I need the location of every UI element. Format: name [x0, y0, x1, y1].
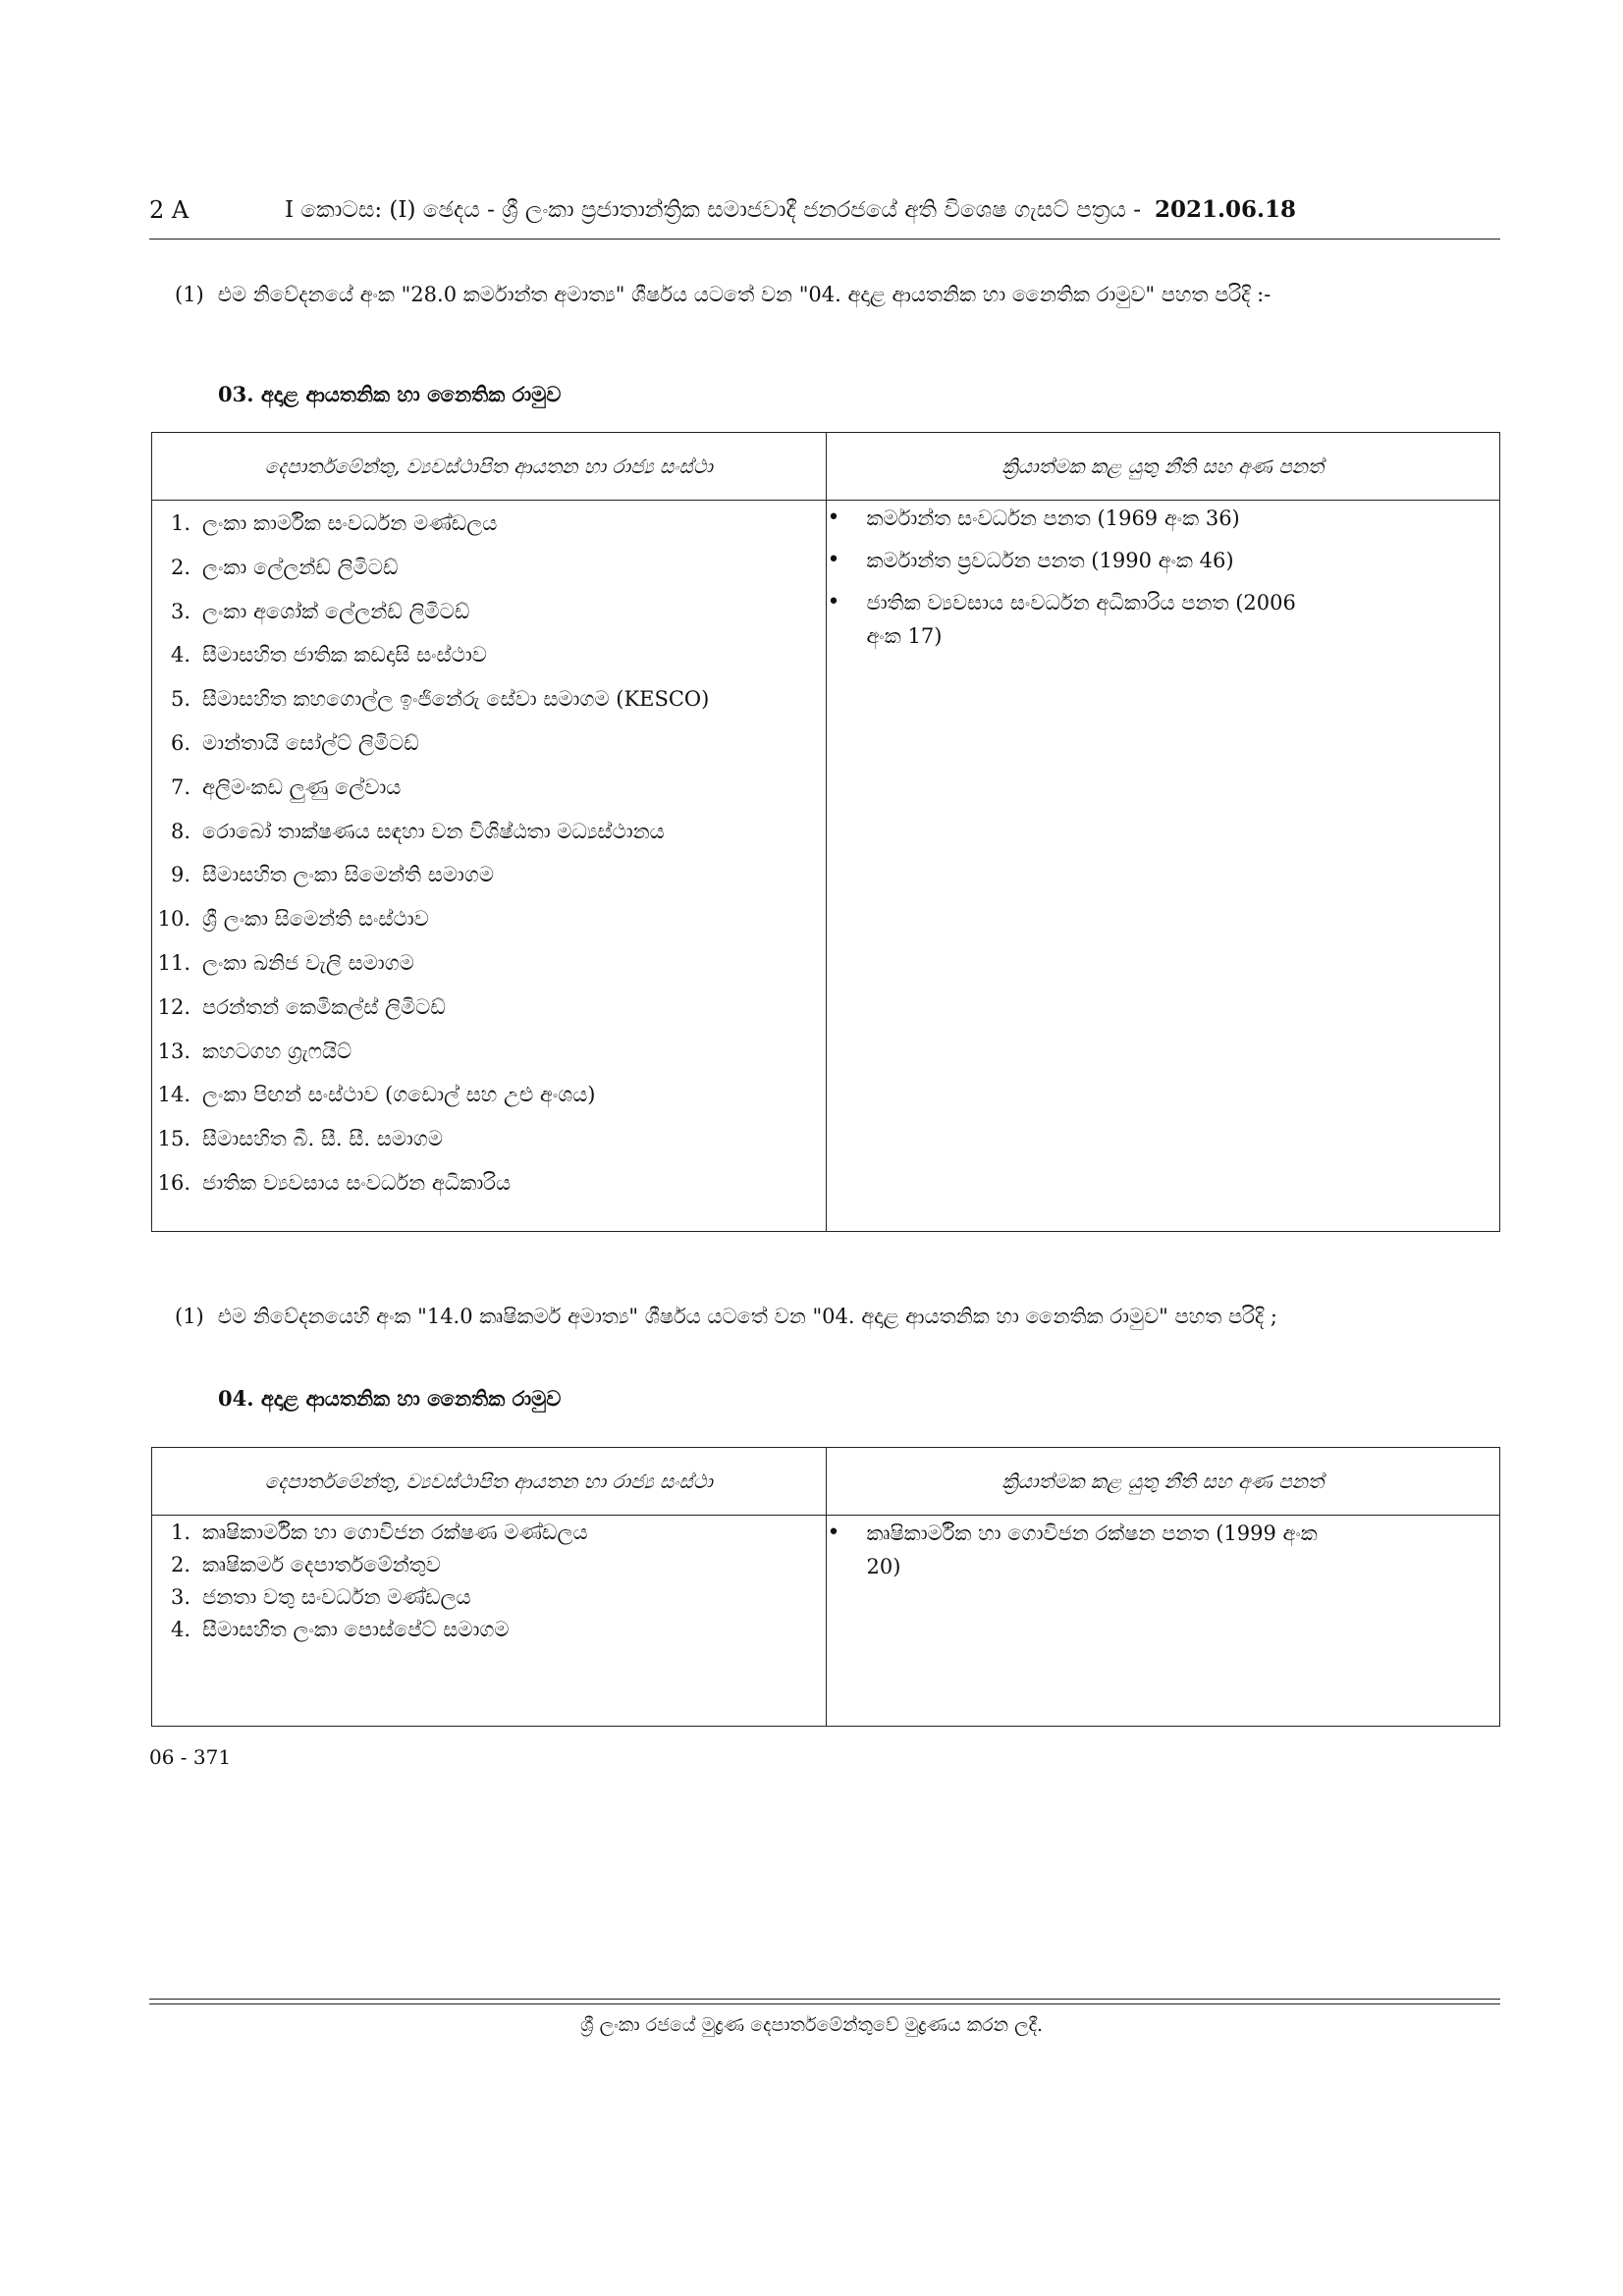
section2-institutions-cell: [152, 1516, 827, 1727]
act-text: ජාතික ව්‍යවසාය සංවර්ධන අධිකාරිය පනත (2006 අංක 17): [866, 591, 1296, 648]
list-item: [153, 766, 825, 810]
bullet-icon: •: [827, 1521, 840, 1545]
list-item: [153, 1581, 825, 1614]
list-item: [153, 853, 825, 897]
act-text: කෘෂිකාර්මික හා ගොවිජන රක්ෂන පනත (1999 අංක 20): [866, 1522, 1318, 1578]
list-item: [153, 1073, 825, 1117]
list-item-text: ලංකා කාර්මික සංවර්ධන මණ්ඩලය: [202, 511, 498, 535]
list-item: [153, 502, 825, 546]
act-text: කර්මාන්ත සංවර්ධන පනත (1969 අංක 36): [866, 507, 1240, 530]
list-item-number: 12.: [157, 994, 190, 1019]
list-item-number: 9.: [170, 863, 190, 887]
list-item-text: කහටගහ ග්‍රැෆයිට්: [202, 1039, 352, 1063]
list-item: [153, 1161, 825, 1205]
list-item: [153, 546, 825, 590]
page-number: 2 A: [149, 196, 189, 224]
section1-acts-cell: [826, 501, 1500, 1232]
list-item-number: 1.: [170, 511, 190, 535]
section2-col-institutions-header: දෙපාර්තමේන්තු, ව්‍යවස්ථාපිත ආයතන හා රාජ්‍ය සංස්ථා: [152, 1448, 827, 1516]
bullet-icon: •: [827, 590, 840, 614]
list-item-number: 10.: [157, 907, 190, 932]
section1-heading: 03. අදාළ ආයතනික හා නෛතික රාමුව: [218, 382, 562, 406]
footer-text: ශ්‍රී ලංකා රජයේ මුද්‍රණ දෙපාර්තමේන්තුවේ මුද්‍රණය කරන ලදී.: [579, 2014, 1044, 2036]
act-item: [828, 544, 1499, 577]
list-item: [153, 1517, 825, 1549]
section1-intro: [175, 280, 1271, 309]
list-item: [153, 1614, 825, 1646]
list-item-number: 4.: [170, 1618, 190, 1641]
section2-col-acts-header: ක්‍රියාත්මක කළ යුතු නීති සහ අණ පනත්: [826, 1448, 1500, 1516]
list-item-text: රොබෝ තාක්ෂණය සඳහා වන විශිෂ්ඨතා මධ්‍යස්ථානය: [202, 819, 665, 843]
list-item-number: 7.: [170, 774, 190, 799]
list-item: [153, 986, 825, 1030]
section2-table: [151, 1447, 1500, 1727]
list-item-text: පරන්තන් කෙමිකල්ස් ලිමිටඩ්: [202, 994, 446, 1019]
section2-intro-text: එම නිවේදනයෙහි අංක "14.0 කෘෂිකර්ම අමාත්‍ය" ශීර්ෂය යටතේ වන "04. අදාළ ආයතනික හා නෛතික රාමුව" පහත පරිදි ;: [217, 1305, 1277, 1328]
section1-intro-text: එම නිවේදනයේ අංක "28.0 කර්මාන්ත අමාත්‍ය" ශීර්ෂය යටතේ වන "04. අදාළ ආයතනික හා නෛතික රාමුව" පහත පරිදි :-: [217, 283, 1271, 306]
gazette-date: 2021.06.18: [1155, 196, 1297, 223]
section1-col-acts-header: ක්‍රියාත්මක කළ යුතු නීති සහ අණ පනත්: [826, 433, 1500, 501]
list-item: [153, 1030, 825, 1074]
list-item-number: 15.: [157, 1127, 190, 1151]
section2-heading: 04. අදාළ ආයතනික හා නෛතික රාමුව: [218, 1386, 562, 1411]
list-item-text: ශ්‍රී ලංකා සිමෙන්ති සංස්ථාව: [202, 907, 429, 932]
act-text: කර්මාන්ත ප්‍රවර්ධන පනත (1990 අංක 46): [866, 549, 1234, 572]
section1-institutions-cell: [152, 501, 827, 1232]
list-item: [153, 1549, 825, 1581]
section2-institution-list: [153, 1517, 825, 1646]
list-item-number: 8.: [170, 819, 190, 843]
list-item-number: 3.: [170, 1585, 190, 1609]
list-item-text: කෘෂිකාර්මික හා ගොවිජන රක්ෂණ මණ්ඩලය: [202, 1521, 588, 1544]
list-item: [153, 897, 825, 941]
list-item-text: කෘෂිකර්ම දෙපාර්තමේන්තුව: [202, 1553, 441, 1576]
section2-act-list: [828, 1517, 1499, 1583]
list-item: [153, 721, 825, 766]
list-item-text: ලංකා පිඟන් සංස්ථාව (ගඩොල් සහ උළු අංශය): [202, 1083, 596, 1107]
section1-intro-number: (1): [175, 283, 204, 306]
running-title-text: I කොටස: (I) ඡෙදය - ශ්‍රී ලංකා ප්‍රජාතාන්ත්‍රික සමාජවාදී ජනරජයේ අති විශෙෂ ගැසට් පත්‍රය -: [285, 197, 1142, 223]
section1-table: [151, 432, 1500, 1232]
footer-rule: [149, 1999, 1500, 2004]
act-item: [828, 586, 1499, 653]
list-item-text: සීමාසහිත ලංකා පොස්පේට් සමාගම: [202, 1618, 510, 1641]
list-item-text: ලංකා ඛනිජ වැලි සමාගම: [202, 950, 414, 975]
list-item-number: 2.: [170, 555, 190, 579]
list-item-number: 3.: [170, 599, 190, 623]
act-item: [828, 502, 1499, 535]
list-item-text: සීමාසහිත කහගොල්ල ඉංජිනේරු සේවා සමාගම (KESCO): [202, 687, 710, 712]
running-title: [285, 196, 1296, 223]
list-item-text: ජාතික ව්‍යවසාය සංවර්ධන අධිකාරිය: [202, 1170, 512, 1195]
list-item-number: 16.: [157, 1170, 190, 1195]
list-item-text: ලංකා අශෝක් ලේලන්ඩ් ලිමිටඩ්: [202, 599, 470, 623]
list-item: [153, 677, 825, 721]
list-item-text: අලිමංකඩ ලුණු ලේවාය: [202, 774, 402, 799]
list-item-number: 5.: [170, 687, 190, 712]
list-item-text: ලංකා ලේලන්ඩ් ලිමිටඩ්: [202, 555, 399, 579]
list-item-number: 13.: [157, 1039, 190, 1063]
section2-acts-cell: [826, 1516, 1500, 1727]
list-item-text: සීමාසහිත ලංකා සිමෙන්ති සමාගම: [202, 863, 494, 887]
section2-intro: [175, 1302, 1277, 1331]
list-item: [153, 633, 825, 677]
list-item-number: 6.: [170, 730, 190, 755]
section2-intro-number: (1): [175, 1305, 204, 1328]
bullet-icon: •: [827, 548, 840, 572]
section1-act-list: [828, 502, 1499, 653]
list-item-number: 4.: [170, 643, 190, 667]
list-item: [153, 590, 825, 634]
header-rule: [149, 239, 1500, 240]
list-item-text: සීමාසහිත ජාතික කඩදාසි සංස්ථාව: [202, 643, 487, 667]
list-item: [153, 1117, 825, 1161]
folio: 06 - 371: [149, 1745, 232, 1769]
list-item-text: ජනතා වතු සංවර්ධන මණ්ඩලය: [202, 1585, 471, 1609]
section1-col-institutions-header: දෙපාර්තමේන්තු, ව්‍යවස්ථාපිත ආයතන හා රාජ්‍ය සංස්ථා: [152, 433, 827, 501]
list-item-text: මාන්තායි සෝල්ට් ලිමිටඩ්: [202, 730, 419, 755]
bullet-icon: •: [827, 506, 840, 530]
act-item: [828, 1517, 1499, 1583]
list-item: [153, 941, 825, 986]
list-item: [153, 810, 825, 854]
list-item-number: 1.: [170, 1521, 190, 1544]
list-item-number: 14.: [157, 1083, 190, 1107]
list-item-text: සීමාසහිත බී. සී. සී. සමාගම: [202, 1127, 443, 1151]
list-item-number: 11.: [157, 950, 190, 975]
section1-institution-list: [153, 502, 825, 1205]
list-item-number: 2.: [170, 1553, 190, 1576]
